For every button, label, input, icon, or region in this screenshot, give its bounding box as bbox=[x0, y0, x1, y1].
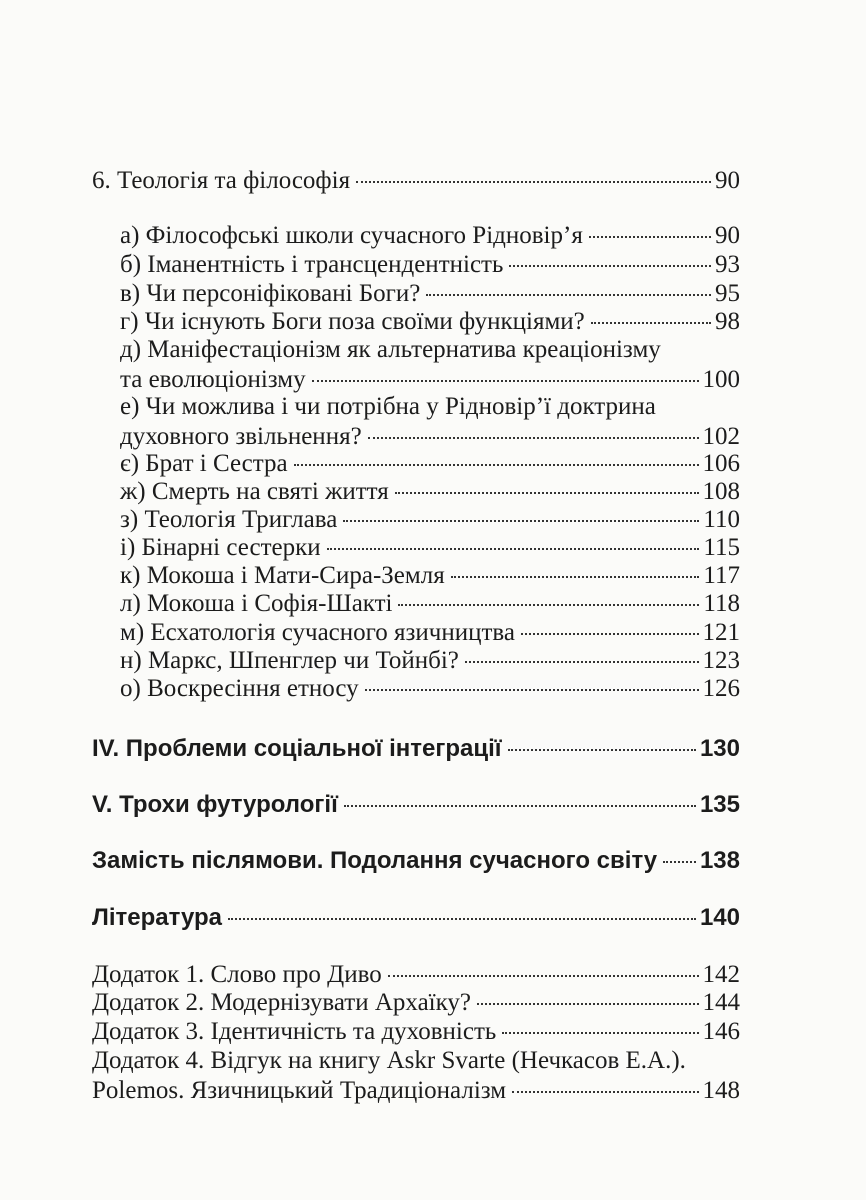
toc-appendix bbox=[92, 1046, 740, 1106]
dot-leader bbox=[388, 975, 699, 977]
toc-entry-page: 138 bbox=[699, 847, 740, 874]
toc-entry-page: 142 bbox=[702, 961, 740, 988]
toc-entry-title: в) Чи персоніфіковані Боги? bbox=[120, 280, 421, 307]
toc-entry-page: 95 bbox=[715, 280, 740, 307]
toc-entry bbox=[120, 646, 740, 676]
dot-leader bbox=[589, 236, 711, 238]
toc-entry-page: 118 bbox=[703, 590, 740, 617]
toc-entry-title: Додаток 3. Ідентичність та духовність bbox=[92, 1018, 497, 1045]
dot-leader bbox=[426, 294, 711, 296]
toc-entry-title: Polemos. Язичницький Традиціоналізм bbox=[92, 1077, 507, 1104]
toc-chapter bbox=[92, 734, 740, 764]
toc-entry-title: м) Есхатологія сучасного язичництва bbox=[120, 619, 515, 646]
dot-leader bbox=[477, 1003, 698, 1005]
dot-leader bbox=[395, 492, 699, 494]
toc-entry-title: та еволюціонізму bbox=[120, 366, 306, 393]
toc-entry bbox=[120, 221, 740, 251]
toc-appendix bbox=[92, 1017, 740, 1047]
toc-entry-page: 93 bbox=[715, 251, 740, 278]
toc-entry-title: ж) Смерть на святі життя bbox=[120, 478, 389, 505]
toc-entry bbox=[120, 392, 740, 452]
toc-entry bbox=[120, 674, 740, 704]
dot-leader bbox=[508, 749, 696, 751]
toc-entry-page: 110 bbox=[703, 506, 740, 533]
dot-leader bbox=[509, 265, 711, 267]
toc-entry bbox=[120, 589, 740, 619]
dot-leader bbox=[294, 464, 699, 466]
dot-leader bbox=[368, 437, 699, 439]
toc-chapter bbox=[92, 790, 740, 820]
dot-leader bbox=[327, 548, 700, 550]
toc-entry-title: і) Бінарні сестерки bbox=[120, 534, 321, 561]
toc-entry-page: 102 bbox=[702, 423, 740, 450]
toc-appendix bbox=[92, 960, 740, 990]
toc-entry-page: 115 bbox=[703, 534, 740, 561]
toc-entry-title: 6. Теологія та філософія bbox=[92, 167, 351, 194]
toc-entry bbox=[120, 477, 740, 507]
toc-entry-page: 117 bbox=[703, 562, 740, 589]
toc-entry-line1: д) Маніфестаціонізм як альтернатива креаціонізму bbox=[120, 336, 661, 363]
toc-entry-title: Додаток 1. Слово про Диво bbox=[92, 961, 382, 988]
toc-entry-title: духовного звільнення? bbox=[120, 423, 362, 450]
dot-leader bbox=[512, 1091, 698, 1093]
toc-entry bbox=[120, 335, 740, 395]
toc-chapter bbox=[92, 846, 740, 876]
toc-entry-title: є) Брат і Сестра bbox=[120, 450, 288, 477]
dot-leader bbox=[663, 861, 696, 863]
toc-entry bbox=[120, 449, 740, 479]
toc-entry-page: 130 bbox=[699, 735, 740, 762]
toc-entry-title: а) Філософські школи сучасного Рідновір’я bbox=[120, 222, 583, 249]
toc-entry-title: Додаток 2. Модернізувати Архаїку? bbox=[92, 989, 472, 1016]
toc-appendix bbox=[92, 988, 740, 1018]
toc-entry-page: 123 bbox=[702, 647, 740, 674]
toc-entry-page: 90 bbox=[715, 222, 740, 249]
toc-entry-title: н) Маркс, Шпенглер чи Тойнбі? bbox=[120, 647, 459, 674]
toc-entry-title: Замість післямови. Подолання сучасного світу bbox=[92, 847, 658, 874]
toc-entry bbox=[120, 307, 740, 337]
toc-entry-line1: Додаток 4. Відгук на книгу Askr Svarte (Нечкасов Е.А.). bbox=[92, 1047, 686, 1074]
toc-entry-title: о) Воскресіння етносу bbox=[120, 675, 359, 702]
toc-entry-title: б) Іманентність і трансцендентність bbox=[120, 251, 504, 278]
dot-leader bbox=[502, 1032, 698, 1034]
toc-entry-title: з) Теологія Триглава bbox=[120, 506, 338, 533]
dot-leader bbox=[343, 520, 699, 522]
dot-leader bbox=[465, 661, 699, 663]
dot-leader bbox=[451, 576, 700, 578]
toc-entry bbox=[120, 561, 740, 591]
toc-entry-page: 144 bbox=[702, 989, 740, 1016]
dot-leader bbox=[398, 604, 699, 606]
toc-entry-line1: е) Чи можлива і чи потрібна у Рідновір’ї доктрина bbox=[120, 393, 656, 420]
toc-entry-title: г) Чи існують Боги поза своїми функціями? bbox=[120, 308, 585, 335]
toc-entry-page: 146 bbox=[702, 1018, 740, 1045]
toc-entry bbox=[120, 279, 740, 309]
toc-entry bbox=[120, 618, 740, 648]
toc-chapter bbox=[92, 903, 740, 933]
dot-leader bbox=[312, 380, 699, 382]
toc-entry-page: 100 bbox=[702, 366, 740, 393]
toc-entry-title: IV. Проблеми соціальної інтеграції bbox=[92, 735, 502, 762]
toc-section-6 bbox=[92, 166, 740, 196]
toc-entry bbox=[120, 505, 740, 535]
toc-entry-page: 148 bbox=[702, 1077, 740, 1104]
toc-entry-title: к) Мокоша і Мати-Сира-Земля bbox=[120, 562, 445, 589]
toc-entry bbox=[120, 533, 740, 563]
toc-entry bbox=[120, 250, 740, 280]
dot-leader bbox=[591, 322, 711, 324]
toc-entry-page: 121 bbox=[702, 619, 740, 646]
toc-entry-page: 108 bbox=[702, 478, 740, 505]
dot-leader bbox=[356, 181, 711, 183]
dot-leader bbox=[228, 918, 696, 920]
dot-leader bbox=[521, 633, 699, 635]
toc-entry-page: 126 bbox=[702, 675, 740, 702]
toc-entry-page: 90 bbox=[715, 167, 740, 194]
toc-entry-title: л) Мокоша і Софія-Шакті bbox=[120, 590, 393, 617]
toc-entry-page: 98 bbox=[715, 308, 740, 335]
toc-entry-title: Література bbox=[92, 904, 223, 931]
toc-entry-title: V. Трохи футурології bbox=[92, 791, 338, 818]
toc-entry-page: 140 bbox=[699, 904, 740, 931]
dot-leader bbox=[365, 689, 699, 691]
dot-leader bbox=[344, 805, 696, 807]
toc-entry-page: 106 bbox=[702, 450, 740, 477]
toc-entry-page: 135 bbox=[699, 791, 740, 818]
